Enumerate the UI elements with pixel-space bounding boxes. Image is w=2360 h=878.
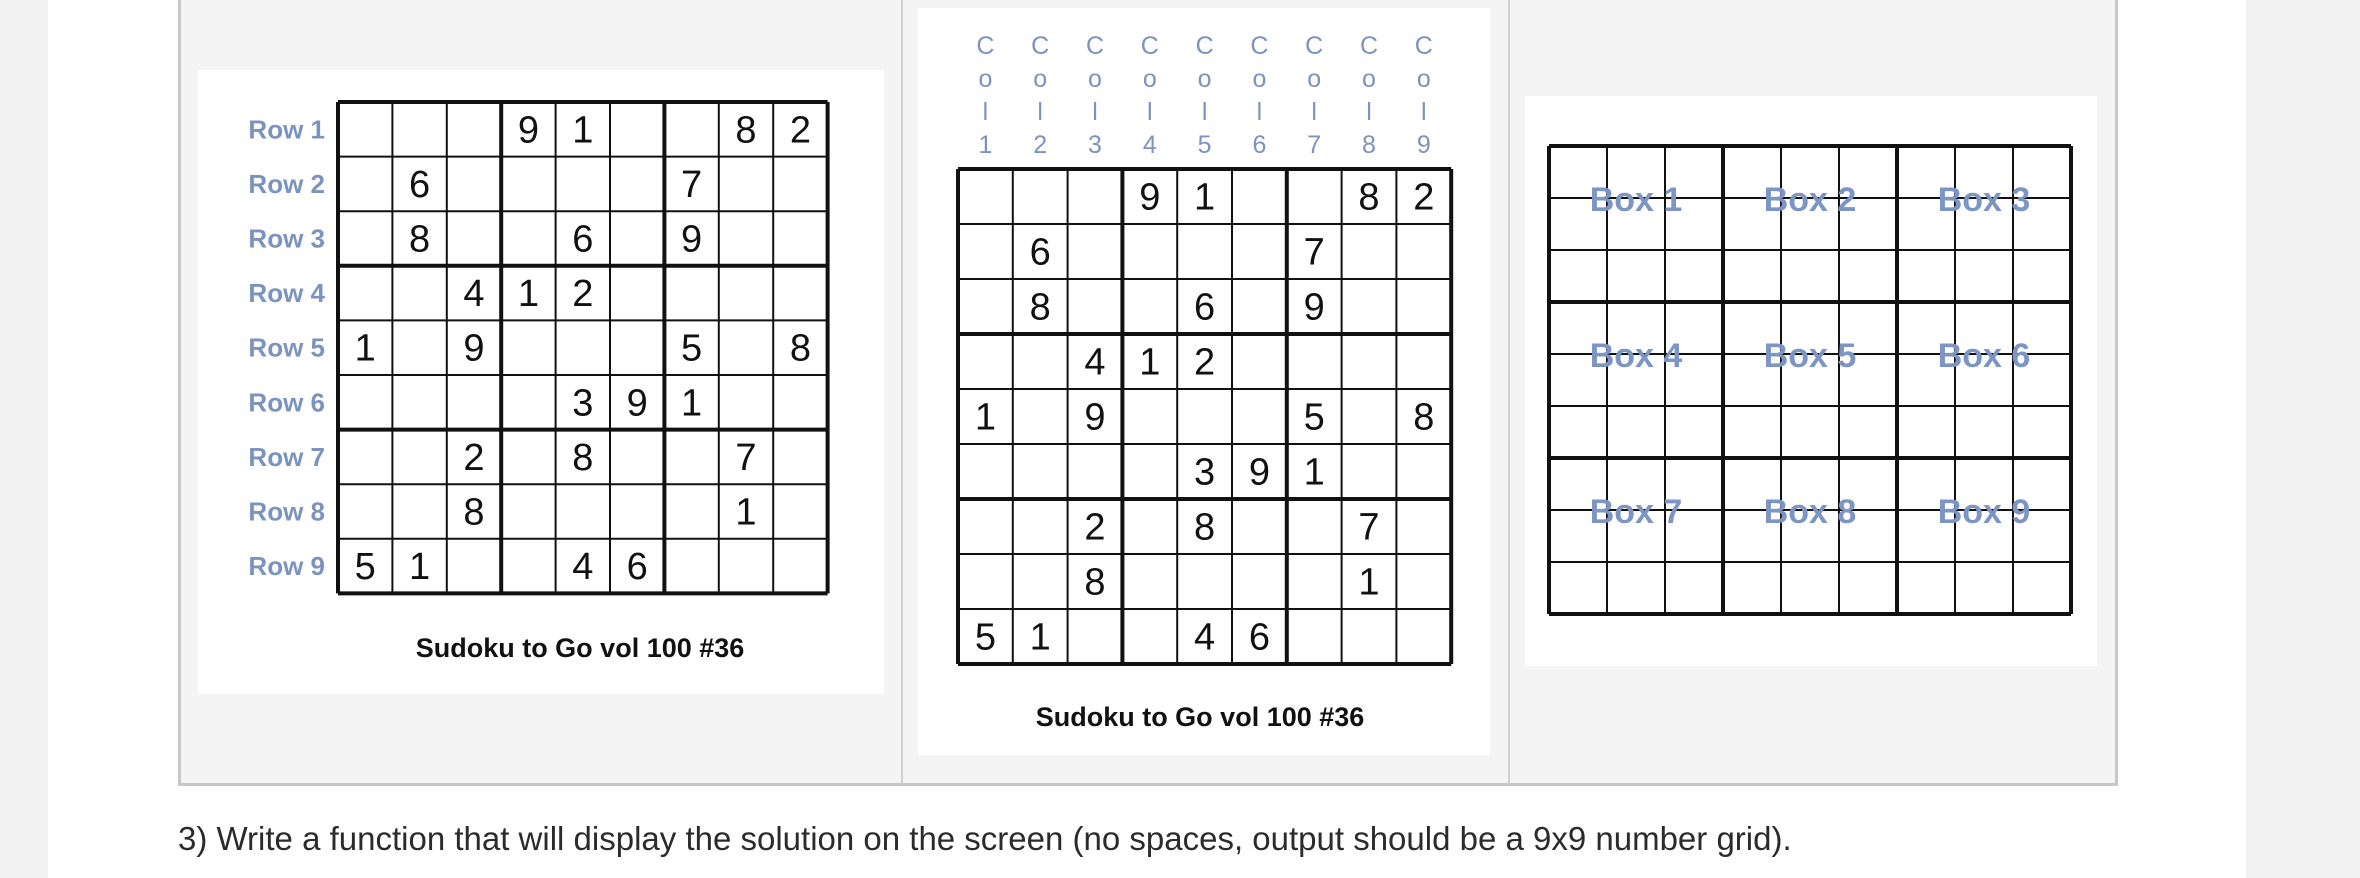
given-digit: 8 — [789, 327, 811, 370]
given-digit: 8 — [735, 109, 757, 152]
given-digit: 1 — [681, 382, 703, 425]
column-label-char: 6 — [1252, 131, 1267, 159]
given-digit: 9 — [1303, 286, 1325, 329]
column-label-char: o — [1307, 65, 1322, 93]
given-digit: 1 — [1358, 561, 1380, 604]
row-labels-panel — [198, 70, 884, 694]
box-label: Box 5 — [1763, 337, 1857, 375]
given-digit: 8 — [1194, 506, 1216, 549]
given-digit: 8 — [463, 491, 485, 534]
given-digit: 9 — [1084, 396, 1106, 439]
column-label-char: C — [1305, 32, 1324, 60]
given-digit: 6 — [1248, 616, 1270, 659]
column-label-char: l — [1256, 98, 1263, 126]
puzzle-caption: Sudoku to Go vol 100 #36 — [415, 633, 745, 663]
column-label-char: l — [1092, 98, 1098, 126]
column-label-char: C — [1414, 32, 1433, 60]
column-label-char: 7 — [1307, 131, 1322, 159]
column-label-char: o — [1416, 65, 1431, 93]
column-label-char: l — [1421, 98, 1427, 126]
column-label-char: C — [976, 32, 995, 60]
table-cell-divider — [1508, 0, 1510, 783]
given-digit: 7 — [1303, 231, 1325, 274]
column-label-char: l — [1147, 98, 1153, 126]
column-label-char: C — [1359, 32, 1379, 60]
given-digit: 9 — [517, 109, 539, 152]
column-label-char: o — [1033, 65, 1048, 93]
row-label: Row 7 — [248, 441, 325, 472]
given-digit: 8 — [1084, 561, 1106, 604]
column-label-char: C — [1085, 32, 1105, 60]
column-label-char: 1 — [978, 131, 993, 159]
given-digit: 6 — [626, 546, 648, 589]
given-digit: 4 — [572, 546, 594, 589]
row-label: Row 8 — [248, 496, 325, 527]
row-label: Row 1 — [248, 114, 325, 145]
given-digit: 2 — [1413, 176, 1435, 219]
column-label-char: C — [1140, 32, 1159, 60]
column-labeled-sudoku — [918, 8, 1490, 755]
column-label-char: 9 — [1416, 131, 1431, 159]
given-digit: 8 — [1413, 396, 1435, 439]
given-digit: 2 — [1194, 341, 1216, 384]
box-label: Box 7 — [1589, 493, 1683, 531]
given-digit: 9 — [1248, 451, 1270, 494]
given-digit: 1 — [409, 546, 431, 589]
column-label-char: 2 — [1033, 131, 1048, 159]
given-digit: 8 — [1358, 176, 1380, 219]
column-label-char: o — [1197, 65, 1212, 93]
given-digit: 4 — [1084, 341, 1106, 384]
given-digit: 2 — [789, 109, 811, 152]
column-labels-panel — [918, 8, 1490, 755]
given-digit: 9 — [463, 327, 485, 370]
table-cell-divider — [901, 0, 903, 783]
column-label-char: C — [1031, 32, 1050, 60]
row-label: Row 6 — [248, 387, 325, 418]
box-label: Box 8 — [1763, 493, 1857, 531]
given-digit: 1 — [974, 396, 996, 439]
column-label-char: 3 — [1088, 131, 1102, 159]
given-digit: 2 — [1084, 506, 1106, 549]
given-digit: 6 — [1194, 286, 1216, 329]
column-label-char: l — [1037, 98, 1043, 126]
row-label: Row 2 — [248, 168, 325, 199]
given-digit: 8 — [572, 436, 594, 479]
box-labeled-grid — [1525, 96, 2097, 666]
given-digit: 1 — [1194, 176, 1216, 219]
given-digit: 5 — [681, 327, 703, 370]
given-digit: 5 — [1303, 396, 1325, 439]
given-digit: 2 — [572, 273, 594, 316]
question-text: 3) Write a function that will display the solution on the screen (no spaces, output should be a 9x9 number grid). — [178, 820, 1792, 857]
row-label: Row 3 — [248, 223, 325, 254]
box-label: Box 6 — [1937, 337, 2031, 375]
given-digit: 7 — [681, 163, 703, 206]
given-digit: 4 — [463, 273, 485, 316]
column-label-char: l — [1366, 98, 1372, 126]
puzzle-caption: Sudoku to Go vol 100 #36 — [1035, 702, 1365, 732]
given-digit: 6 — [572, 218, 594, 261]
given-digit: 1 — [354, 327, 376, 370]
given-digit: 6 — [1029, 231, 1051, 274]
given-digit: 3 — [1194, 451, 1216, 494]
box-label: Box 9 — [1937, 493, 2031, 531]
column-label-char: o — [1252, 65, 1267, 93]
box-labels-panel — [1525, 96, 2097, 666]
column-label-char: 8 — [1362, 131, 1376, 159]
given-digit: 1 — [735, 491, 757, 534]
box-label: Box 1 — [1589, 181, 1683, 219]
given-digit: 8 — [409, 218, 431, 261]
column-label-char: o — [1362, 65, 1376, 93]
given-digit: 5 — [974, 616, 996, 659]
given-digit: 3 — [572, 382, 594, 425]
given-digit: 2 — [463, 436, 485, 479]
given-digit: 1 — [517, 273, 539, 316]
given-digit: 7 — [1358, 506, 1380, 549]
column-label-char: l — [1201, 98, 1208, 126]
given-digit: 1 — [1029, 616, 1051, 659]
given-digit: 6 — [409, 163, 431, 206]
column-label-char: C — [1195, 32, 1214, 60]
row-label: Row 5 — [248, 332, 325, 363]
row-labeled-sudoku — [198, 70, 884, 694]
box-label: Box 4 — [1589, 337, 1683, 375]
column-label-char: l — [1311, 98, 1317, 126]
given-digit: 1 — [572, 109, 594, 152]
column-label-char: o — [1142, 65, 1157, 93]
given-digit: 1 — [1303, 451, 1325, 494]
column-label-char: l — [982, 98, 989, 126]
given-digit: 8 — [1029, 286, 1051, 329]
row-label: Row 4 — [248, 278, 325, 309]
given-digit: 5 — [354, 546, 376, 589]
column-label-char: o — [1088, 65, 1102, 93]
box-label: Box 2 — [1763, 181, 1857, 219]
given-digit: 7 — [735, 436, 757, 479]
column-label-char: 4 — [1142, 131, 1157, 159]
column-label-char: 5 — [1197, 131, 1212, 159]
row-label: Row 9 — [248, 551, 325, 582]
given-digit: 4 — [1194, 616, 1216, 659]
given-digit: 9 — [1139, 176, 1161, 219]
column-label-char: C — [1250, 32, 1269, 60]
box-label: Box 3 — [1937, 181, 2031, 219]
given-digit: 1 — [1139, 341, 1161, 384]
given-digit: 9 — [626, 382, 648, 425]
column-label-char: o — [978, 65, 993, 93]
given-digit: 9 — [681, 218, 703, 261]
